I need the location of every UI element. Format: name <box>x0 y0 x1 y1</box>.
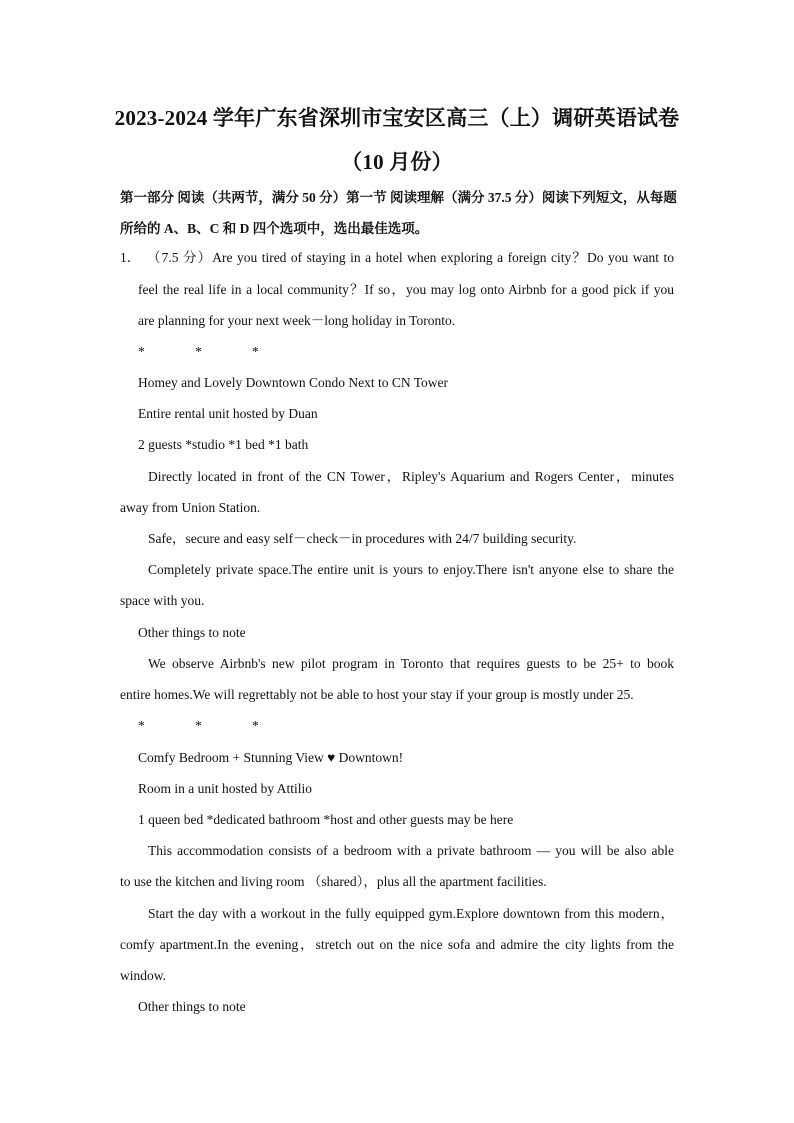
listing-1-paragraph-1-line-1: Directly located in front of the CN Tower，Ripley's Aquarium and Rogers Center，minutes <box>148 469 674 484</box>
star-mark: * <box>195 718 202 733</box>
question-line-2: feel the real life in a local community？If so，you may log onto Airbnb for a good pick if you <box>138 282 674 297</box>
question-line-3: are planning for your next week－long holiday in Toronto. <box>138 313 456 328</box>
listing-2-paragraph-2-line-1: Start the day with a workout in the fully equipped gym.Explore downtown from this modern， <box>148 906 674 921</box>
star-mark: * <box>138 344 145 359</box>
listing-2-details: 1 queen bed *dedicated bathroom *host and other guests may be here <box>138 812 514 827</box>
listing-1-paragraph-3-line-1: Completely private space.The entire unit is yours to enjoy.There isn't anyone else to share the <box>148 562 674 577</box>
listing-1-name: Homey and Lovely Downtown Condo Next to CN Tower <box>138 375 449 390</box>
listing-2-note-heading: Other things to note <box>138 999 246 1014</box>
listing-1-note-line-2: entire homes.We will regrettably not be able to host your stay if your group is mostly under 25. <box>120 687 634 702</box>
question-line-1: （7.5 分）Are you tired of staying in a hotel when exploring a foreign city？Do you want to <box>147 250 674 265</box>
listing-2-paragraph-1-line-1: This accommodation consists of a bedroom with a private bathroom — you will be also able <box>148 843 674 858</box>
listing-2-name: Comfy Bedroom + Stunning View ♥ Downtown! <box>138 750 404 765</box>
listing-1-details: 2 guests *studio *1 bed *1 bath <box>138 437 309 452</box>
listing-2-host: Room in a unit hosted by Attilio <box>138 781 313 796</box>
listing-1-note-line-1: We observe Airbnb's new pilot program in Toronto that requires guests to be 25+ to book <box>148 656 674 671</box>
listing-1-paragraph-2: Safe，secure and easy self－check－in procedures with 24/7 building security. <box>148 531 577 546</box>
star-mark: * <box>138 718 145 733</box>
listing-1-note-heading: Other things to note <box>138 625 246 640</box>
star-mark: * <box>252 718 259 733</box>
listing-1-host: Entire rental unit hosted by Duan <box>138 406 318 421</box>
star-mark: * <box>252 344 259 359</box>
exam-title: 2023-2024 学年广东省深圳市宝安区高三（上）调研英语试卷（10 月份） <box>114 106 680 174</box>
section-instructions: 第一部分 阅读（共两节，满分 50 分）第一节 阅读理解（满分 37.5 分）阅读下列短文，从每题所给的 A、B、C 和 D 四个选项中，选出最佳选项。 <box>120 190 677 236</box>
star-mark: * <box>195 344 202 359</box>
listing-1-paragraph-1-line-2: away from Union Station. <box>120 500 261 515</box>
question-number: 1． <box>120 250 141 265</box>
listing-2-paragraph-2-line-2: comfy apartment.In the evening，stretch out on the nice sofa and admire the city lights from the <box>120 937 674 952</box>
listing-2-paragraph-1-line-2: to use the kitchen and living room （shared），plus all the apartment facilities. <box>120 874 547 889</box>
listing-1-paragraph-3-line-2: space with you. <box>120 593 205 608</box>
separator-stars-2 <box>138 716 309 736</box>
separator-stars-1 <box>138 342 309 362</box>
listing-2-paragraph-2-line-3: window. <box>120 968 166 983</box>
